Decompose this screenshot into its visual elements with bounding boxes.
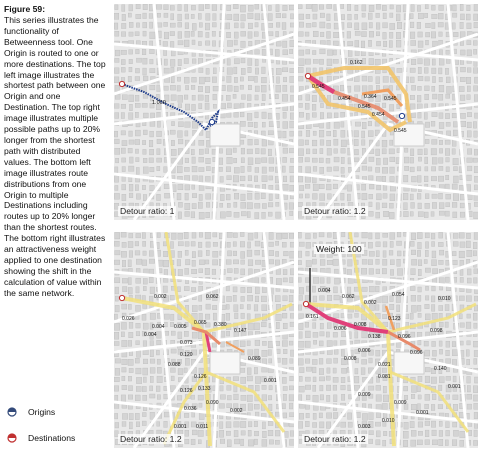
city-background	[298, 4, 478, 220]
path-value: 0.454	[338, 96, 351, 102]
path-value: 0.096	[410, 350, 423, 356]
figure-caption	[4, 4, 108, 299]
detour-ratio-label: Detour ratio: 1.2	[120, 434, 182, 444]
path-value: 0.454	[372, 112, 385, 118]
path-value: 0.126	[194, 374, 207, 380]
path-value: 0.062	[206, 294, 219, 300]
path-value: 0.140	[434, 366, 447, 372]
path-value: 0.081	[378, 374, 391, 380]
path-value: 0.089	[248, 356, 261, 362]
path-value: 0.364	[364, 94, 377, 100]
figure-description: This series illustrates the functionality of Betweenness tool. One Origin is routed to one or more destinations. The top left image illustrates the shortest path between one Origin and one Destination. The top right image illustrates multiple possible paths up to 20% longer from the shortest path with distributed values. The bottom left image illustrates route distributions from one Origin to multiple Destinations including routes up to 20% longer than the shortest routes. The bottom right illustrates an attractiveness weight applied to one destination showing the shift in the calculation of value within the same network.	[4, 15, 106, 298]
street-map-bottom-left	[114, 232, 294, 448]
path-value: 0.010	[438, 296, 451, 302]
path-value: 0.380	[214, 322, 227, 328]
path-value: 0.088	[168, 362, 181, 368]
path-value: 1.000	[152, 100, 166, 106]
path-value: 0.010	[382, 418, 395, 424]
path-value: 0.126	[180, 388, 193, 394]
weight-label: Weight: 100	[316, 244, 362, 254]
legend-destinations	[6, 432, 75, 444]
path-value: 0.005	[174, 324, 187, 330]
street-map-top-left	[114, 4, 294, 220]
destination-marker	[209, 119, 214, 124]
legend-origins	[6, 406, 55, 418]
origin-marker	[303, 301, 308, 306]
origin-marker-icon	[6, 406, 18, 418]
path-value: 0.006	[358, 348, 371, 354]
figure-title: Figure 59:	[4, 4, 46, 14]
path-value: 0.123	[388, 316, 401, 322]
path-value: 0.006	[334, 326, 347, 332]
legend-origins-label: Origins	[28, 407, 56, 417]
path-value: 0.138	[368, 334, 381, 340]
path-value: 0.096	[398, 334, 411, 340]
path-value: 0.002	[364, 300, 377, 306]
detour-ratio-label: Detour ratio: 1.2	[304, 434, 366, 444]
path-value: 0.062	[342, 294, 355, 300]
panel-top-right	[298, 4, 478, 220]
path-value: 0.161	[306, 314, 319, 320]
path-value: 0.002	[230, 408, 243, 414]
panel-bottom-left	[114, 232, 294, 448]
path-value: 0.001	[264, 378, 277, 384]
path-value: 0.036	[184, 406, 197, 412]
path-value: 0.133	[198, 386, 211, 392]
path-value: 0.001	[448, 384, 461, 390]
path-value: 0.120	[180, 352, 193, 358]
path-value: 0.009	[358, 392, 371, 398]
path-value: 0.009	[394, 400, 407, 406]
path-value: 0.073	[180, 340, 193, 346]
path-value: 0.026	[122, 316, 135, 322]
street-map-bottom-right	[298, 232, 478, 448]
path-value: 0.545	[312, 84, 325, 90]
path-value: 0.002	[154, 294, 167, 300]
path-value: 0.004	[152, 324, 165, 330]
path-value: 0.545	[358, 104, 371, 110]
destination-marker	[399, 113, 404, 118]
panel-bottom-right	[298, 232, 478, 448]
path-value: 0.003	[358, 424, 371, 430]
path-value: 0.098	[430, 328, 443, 334]
panel-top-left	[114, 4, 294, 220]
city-background	[114, 4, 294, 220]
origin-marker	[119, 295, 124, 300]
path-value: 0.162	[350, 60, 363, 66]
detour-ratio-label: Detour ratio: 1.2	[304, 206, 366, 216]
path-value: 0.021	[378, 362, 391, 368]
path-value: 0.545	[394, 128, 407, 134]
street-map-top-right	[298, 4, 478, 220]
path-value: 0.090	[206, 400, 219, 406]
path-value: 0.001	[416, 410, 429, 416]
path-value: 0.545	[384, 96, 397, 102]
path-value: 0.147	[234, 328, 247, 334]
path-value: 0.054	[392, 292, 405, 298]
path-value: 0.004	[144, 332, 157, 338]
path-value: 0.008	[344, 356, 357, 362]
origin-marker	[119, 81, 124, 86]
origin-marker	[305, 73, 310, 78]
legend-destinations-label: Destinations	[28, 433, 76, 443]
path-value: 0.065	[194, 320, 207, 326]
detour-ratio-label: Detour ratio: 1	[120, 206, 175, 216]
path-value: 0.008	[354, 322, 367, 328]
path-value: 0.011	[196, 424, 209, 430]
path-value: 0.001	[174, 424, 187, 430]
path-value: 0.004	[318, 288, 331, 294]
destination-marker-icon	[6, 432, 18, 444]
